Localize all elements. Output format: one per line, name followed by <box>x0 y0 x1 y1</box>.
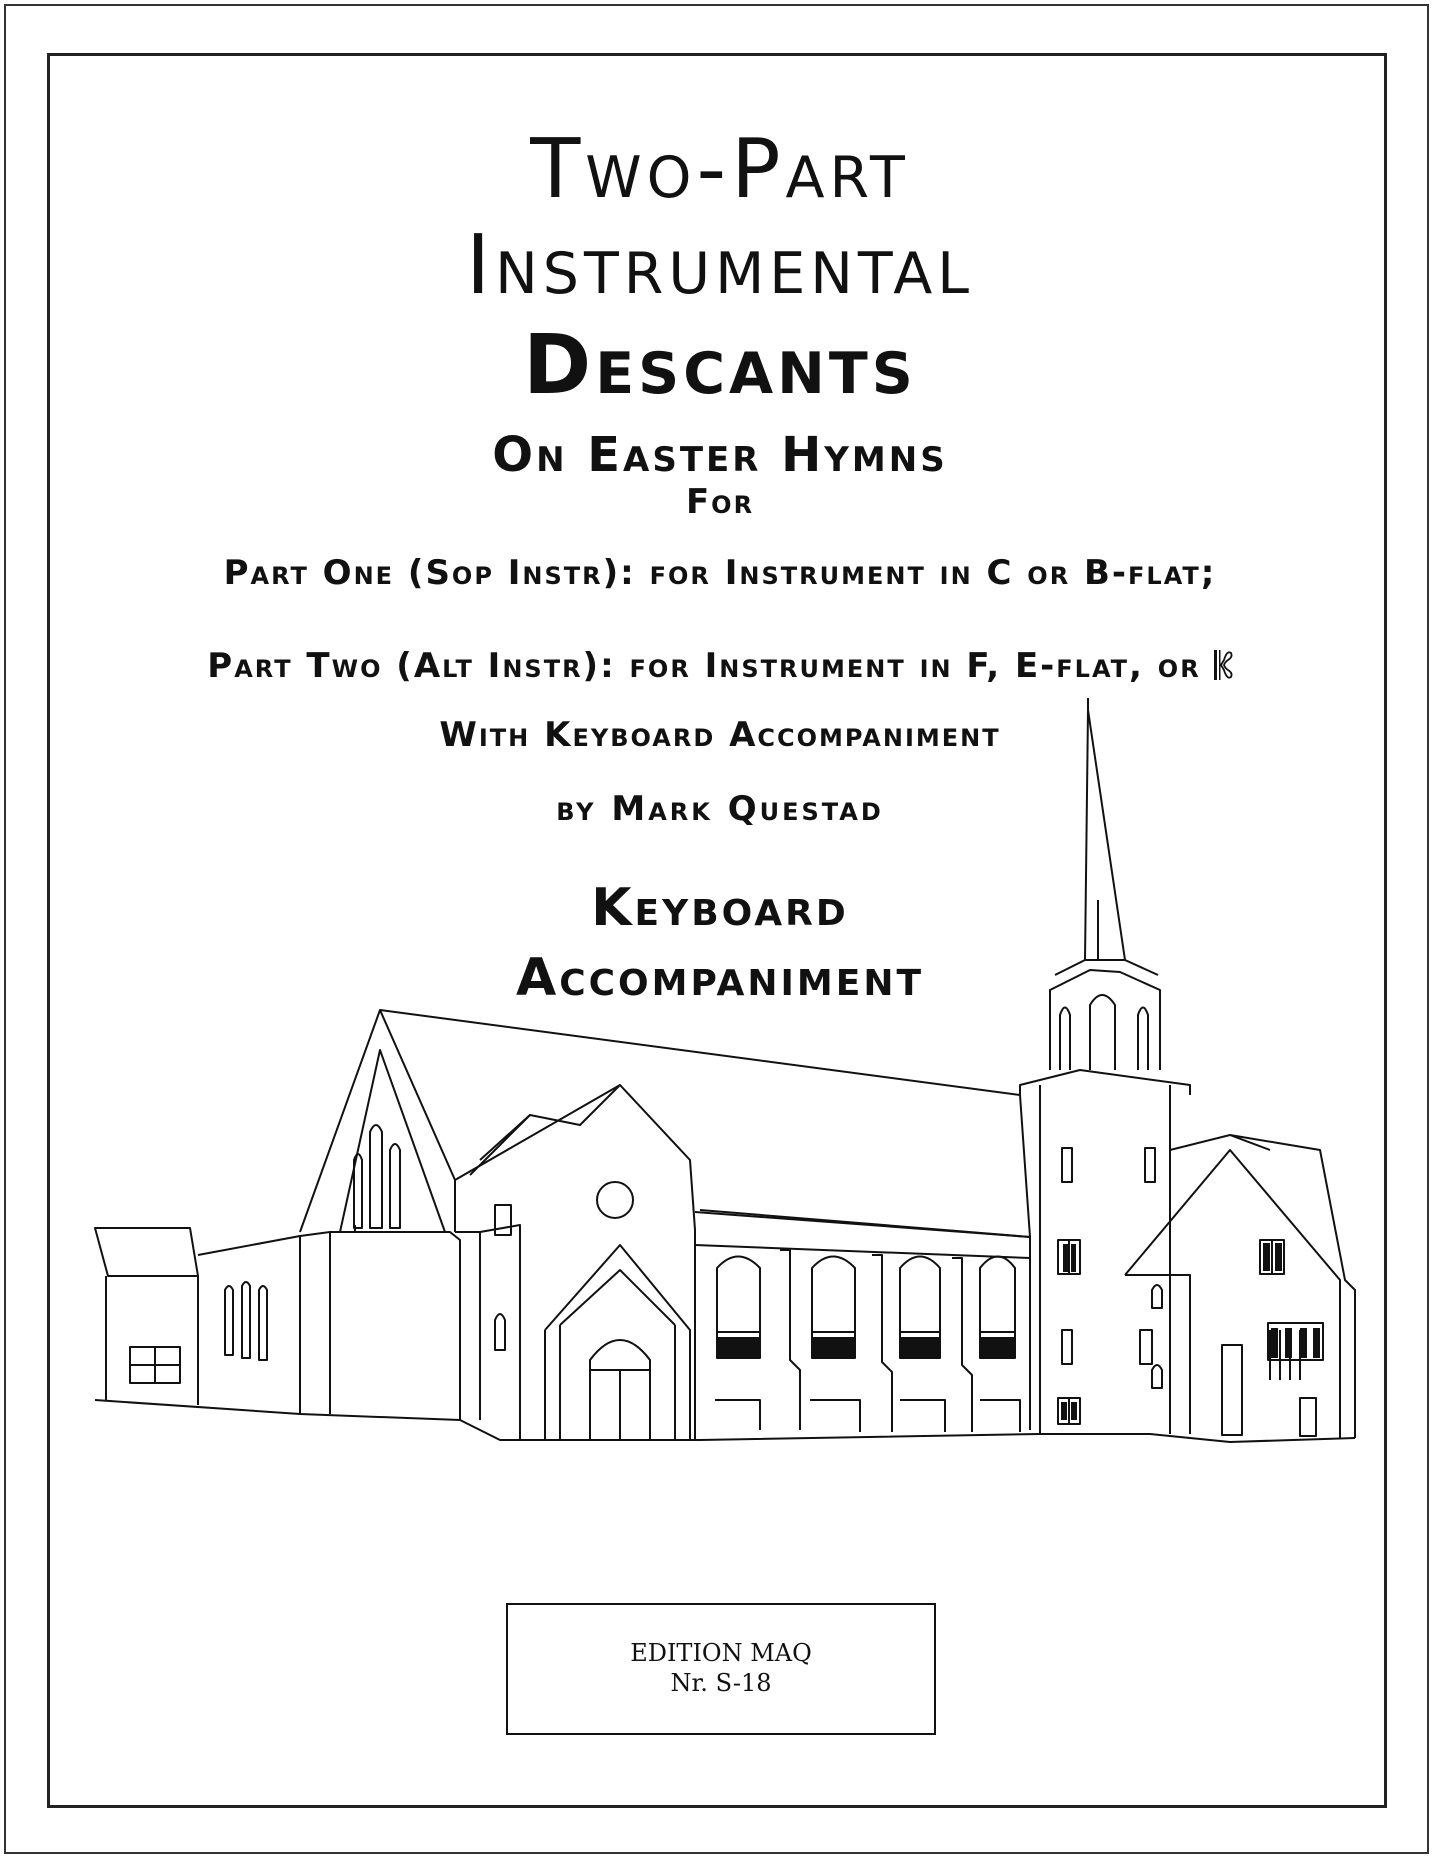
title-line-1: Two-Part <box>530 122 910 217</box>
author: by Mark Questad <box>556 789 884 829</box>
publisher-box <box>506 1603 936 1735</box>
edition-type-line-1: Keyboard <box>591 878 849 938</box>
accompaniment-note: With Keyboard Accompaniment <box>439 715 1001 755</box>
edition-type-line-2: Accompaniment <box>515 948 925 1008</box>
title-main: Descants <box>523 318 917 413</box>
part-one-text: Part One (Sop Instr): for Instrument in C or B-flat; <box>223 553 1217 593</box>
publisher-name: EDITION MAQ <box>630 1639 812 1667</box>
for-label: For <box>685 482 755 522</box>
part-two-text: Part Two (Alt Instr): for Instrument in F, E-flat, or <box>207 646 1201 686</box>
subtitle: On Easter Hymns <box>492 427 948 483</box>
title-line-2: Instrumental <box>465 218 975 313</box>
publisher-number: Nr. S-18 <box>670 1669 772 1697</box>
